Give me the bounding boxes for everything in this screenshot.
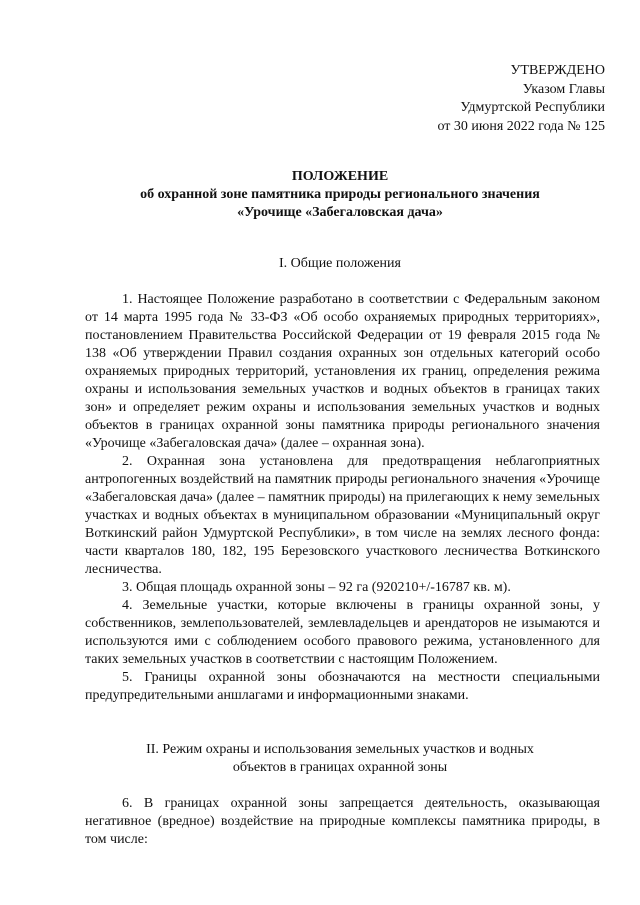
approval-stamp	[380, 62, 605, 136]
section-2-heading-line-1: II. Режим охраны и использования земельных участков и водных	[146, 742, 534, 757]
section-2-body	[85, 795, 600, 849]
paragraph-4: 4. Земельные участки, которые включены в границы охранной зоны, у собственников, землепользователей, землевладельцев и арендаторов не изымаются и используются ими с соблюдением особого правового режима, установленного для таких земельных участков в соответствии с настоящим Положением.	[85, 598, 600, 667]
title-subtitle: об охранной зоне памятника природы регионального значения	[140, 187, 540, 202]
paragraph-3: 3. Общая площадь охранной зоны – 92 га (920210+/-16787 кв. м).	[122, 580, 511, 595]
paragraph-5: 5. Границы охранной зоны обозначаются на местности специальными предупредительными аншлагами и информационными знаками.	[85, 670, 600, 703]
title-object-name: «Урочище «Забегаловская дача»	[237, 205, 443, 220]
paragraph-2: 2. Охранная зона установлена для предотвращения неблагоприятных антропогенных воздействий на памятник природы регионального значения «Урочище «Забегаловская дача» (далее – памятник природы) на прилегающих к нему земельных участках и водных объектах в муниципальном образовании «Муниципальный округ Воткинский район Удмуртской Республики», в том числе на землях лесного фонда: части кварталов 180, 182, 195 Березовского участкового лесничества Воткинского лесничества.	[85, 454, 600, 577]
approval-decree: Указом Главы	[522, 81, 605, 97]
paragraph-6: 6. В границах охранной зоны запрещается деятельность, оказывающая негативное (вредное) воздействие на природные комплексы памятника природы, в том числе:	[85, 796, 600, 847]
approval-republic: Удмуртской Республики	[460, 100, 605, 115]
section-2-heading-line-2: объектов в границах охранной зоны	[232, 760, 448, 775]
approval-date-number: от 30 июня 2022 года № 125	[437, 118, 605, 134]
section-2-heading	[80, 741, 600, 777]
document-title	[80, 168, 600, 222]
approval-approved: УТВЕРЖДЕНО	[510, 63, 605, 78]
section-1-body	[85, 291, 600, 705]
section-1-heading: I. Общие положения	[279, 256, 401, 271]
title-main: ПОЛОЖЕНИЕ	[291, 169, 389, 184]
paragraph-1: 1. Настоящее Положение разработано в соответствии с Федеральным законом от 14 марта 1995 года № 33-ФЗ «Об особо охраняемых природных территориях», постановлением Правительства Российской Федерации от 19 февраля 2015 года № 138 «Об утверждении Правил создания охранных зон отдельных категорий особо охраняемых природных территорий, установления их границ, определения режима охраны и использования земельных участков и водных объектов в границах таких зон» и определяет режим охраны и использования земельных участков и водных объектов в границах охранной зоны памятника природы регионального значения «Урочище «Забегаловская дача» (далее – охранная зона).	[85, 292, 600, 451]
